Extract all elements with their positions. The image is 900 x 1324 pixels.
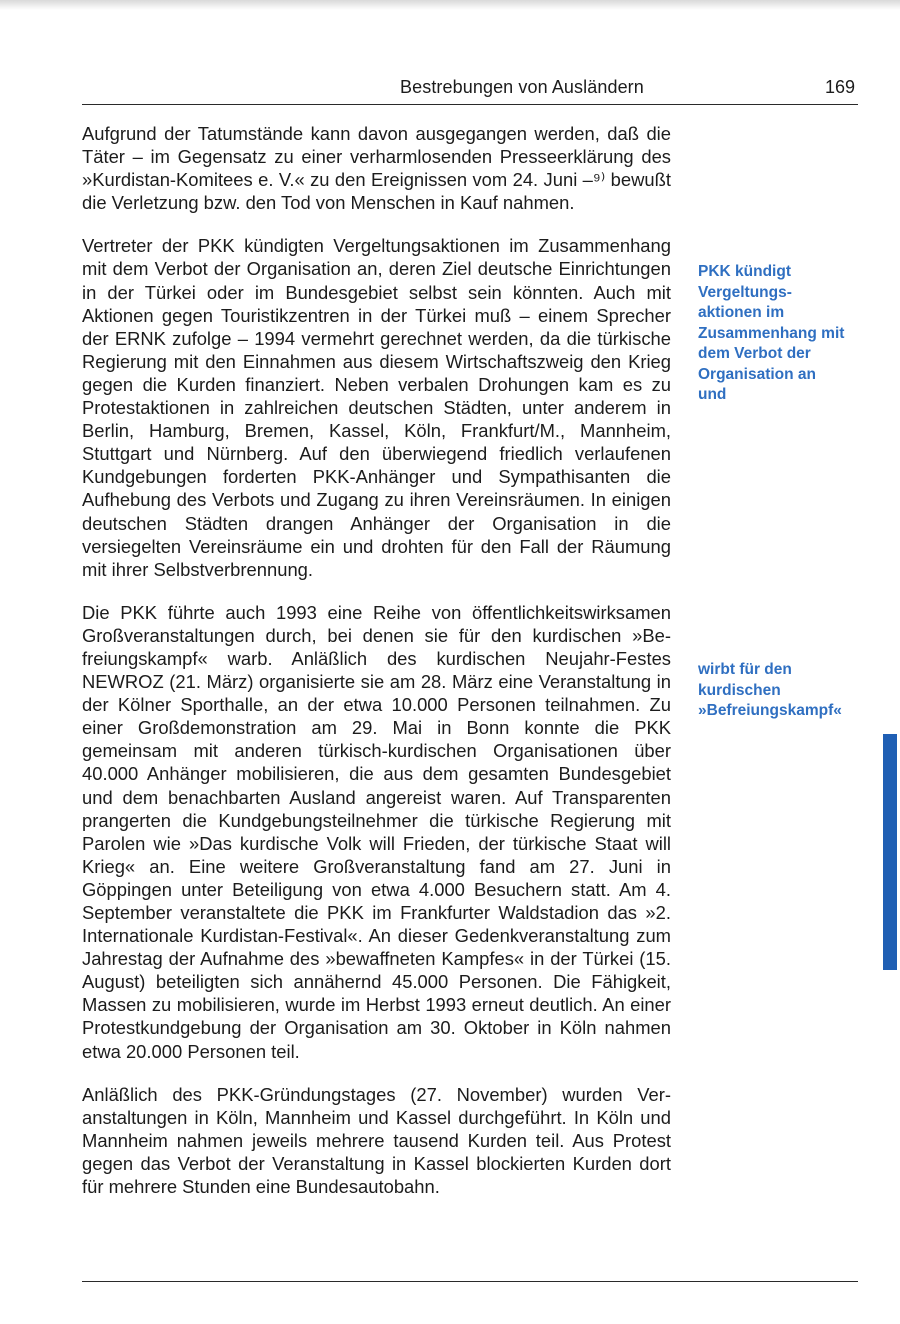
page-number: 169 <box>824 77 855 97</box>
header-rule <box>82 104 858 105</box>
paragraph-4: Anläßlich des PKK-Gründungstages (27. November) wurden Veranstaltungen in Köln, Mannheim und Kassel durchgeführt. In Köln und Mannheim nahmen jeweils mehrere tausend Kurden teil. Aus Protest gegen das Verbot der Veranstaltung in Kassel blockierten Kurden dort für mehrere Stunden eine Bundesautobahn. <box>82 1083 671 1198</box>
page-top-edge <box>0 0 900 10</box>
paragraph-3: Die PKK führte auch 1993 eine Reihe von öffentlichkeitswirksamen Großveranstaltungen durch, bei denen sie für den kurdischen »Befreiungskampf« warb. Anläßlich des kurdischen Neujahr-Festes NEWROZ (21. März) organisierte sie am 28. März eine Veranstaltung in der Kölner Sporthalle, an der etwa 10.000 Personen teilnahmen. Zu einer Großdemonstration am 29. Mai in Bonn konnte die PKK gemeinsam mit anderen türkisch-kurdischen Organisationen über 40.000 Anhänger mobilisieren, die aus dem gesamten Bundesgebiet und dem benachbarten Ausland angereist waren. Auf Transparenten prangerten die Kundgebungsteilnehmer die türkische Regierung mit Parolen wie »Das kurdische Volk will Frieden, der türkische Staat will Krieg« an. Eine weitere Großveranstaltung fand am 27. Juni in Göppingen unter Beteiligung von etwa 4.000 Besuchern statt. Am 4. September veranstaltete die PKK im Frankfurter Waldstadion das »2. Internationale Kurdistan-Festival«. An dieser Gedenkveranstaltung zum Jahrestag der Aufnahme des »bewaffneten Kampfes« in der Türkei (15. August) beteiligten sich annähernd 45.000 Personen. Die Fähigkeit, Massen zu mobilisieren, wurde im Herbst 1993 erneut deutlich. An einer Protestkundgebung der Organisation am 30. Oktober in Köln nahmen etwa 20.000 Personen teil. <box>82 601 671 1062</box>
section-marker-bar <box>883 734 897 970</box>
margin-note-vergeltung: PKK kündigt Vergeltungsaktionen im Zusammenhang mit dem Verbot der Organisation an und <box>698 263 845 403</box>
running-head: Bestrebungen von Ausländern <box>400 77 644 97</box>
footer-rule <box>82 1281 858 1282</box>
margin-note-befreiungskampf: wirbt für den kurdischen »Befreiungskampf« <box>698 661 842 719</box>
paragraph-2: Vertreter der PKK kündigten Vergeltungsaktionen im Zusammenhang mit dem Verbot der Organisation an, deren Ziel deutsche Einrichtungen in der Türkei oder im Bundesgebiet selbst sein könnten. Auch mit Aktionen gegen Touristikzentren in der Türkei muß – einem Sprecher der ERNK zufolge – 1994 vermehrt gerechnet werden, da die türkische Regierung mit den Einnahmen aus diesem Wirtschaftszweig den Krieg gegen die Kurden finanziert. Neben verbalen Drohungen kam es zu Protestaktionen in zahlreichen deutschen Städten, unter anderem in Berlin, Hamburg, Bremen, Kassel, Köln, Frankfurt/M., Mannheim, Stuttgart und Nürnberg. Auf den überwiegend friedlich verlaufenen Kundgebungen forderten PKK-Anhänger und Sympathisanten die Aufhebung des Verbots und Zugang zu ihren Vereinsräumen. In einigen deutschen Städten drangen Anhänger der Organisation in die versiegelten Vereinsräume ein und drohten für den Fall der Räumung mit ihrer Selbstverbrennung. <box>82 235 671 580</box>
main-text-column <box>82 122 671 1198</box>
paragraph-1: Aufgrund der Tatumstände kann davon ausgegangen werden, daß die Täter – im Gegensatz zu einer verharmlosenden Presseerklärung des »Kurdistan-Komitees e. V.« zu den Ereignissen vom 24. Juni –⁹⁾ bewußt die Verletzung bzw. den Tod von Menschen in Kauf nahmen. <box>82 123 671 214</box>
